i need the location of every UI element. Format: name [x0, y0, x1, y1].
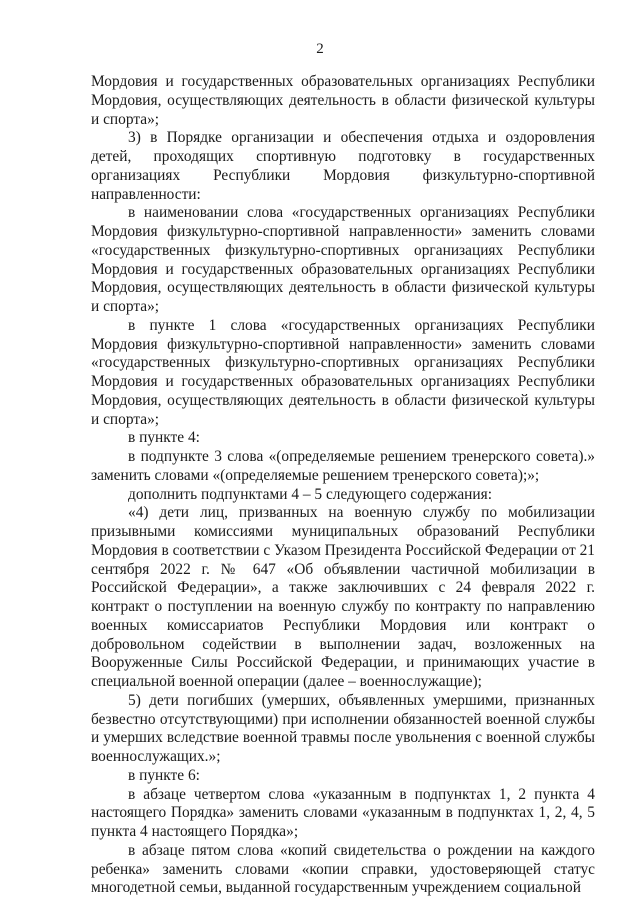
paragraph-subpoint-5: 5) дети погибших (умерших, объявленных умершими, признанных безвестно отсутствующими) при исполнении обязанностей военной службы и умерших вследствие военной травмы после увольнения с военной службы военнослужащих.»;: [91, 691, 595, 765]
paragraph-fourth-abzac: в абзаце четвертом слова «указанным в подпунктах 1, 2 пункта 4 настоящего Порядка» заменить словами «указанным в подпунктах 1, 2, 4, 5 пункта 4 настоящего Порядка»;: [91, 785, 595, 840]
paragraph-subpoint-4: «4) дети лиц, призванных на военную службу по мобилизации призывными комиссиями муниципальных образований Республики Мордовия в соответствии с Указом Президента Российской Федерации от 21 сентября 2022 г. № 647 «Об объявлении частичной мобилизации в Российской Федерации», а также заключивших с 24 февраля 2022 г. контракт о поступлении на военную службу по контракту по направлению военных комиссариатов Республики Мордовия или контракт о добровольном содействии в выполнении задач, возложенных на Вооруженные Силы Российской Федерации, и принимающих участие в специальной военной операции (далее – военнослужащие);: [91, 504, 595, 690]
paragraph-add-subpoints: дополнить подпунктами 4 – 5 следующего содержания:: [128, 485, 493, 503]
paragraph-point-4-heading: в пункте 4:: [128, 429, 200, 447]
paragraph-fifth-abzac: в абзаце пятом слова «копий свидетельства о рождении на каждого ребенка» заменить словами «копии справки, удостоверяющей статус многодетной семьи, выданной государственным учреждением социальной: [91, 841, 595, 897]
page-number: 2: [316, 41, 324, 57]
document-body: [91, 73, 595, 898]
paragraph-subpoint-3-amendment: в подпункте 3 слова «(определяемые решением тренерского совета).» заменить словами «(определяемые решением тренерского совета);»;: [91, 448, 595, 484]
paragraph-title-amendment: в наименовании слова «государственных организациях Республики Мордовия физкультурно-спортивной направленности» заменить словами «государственных физкультурно-спортивных организациях Республики Мордовия и государственных образовательных организациях Республики Мордовия, осуществляющих деятельность в области физической культуры и спорта»;: [91, 204, 595, 315]
paragraph-continuation: Мордовия и государственных образовательных организациях Республики Мордовия, осуществляющих деятельность в области физической культуры и спорта»;: [91, 73, 595, 128]
paragraph-point-6-heading: в пункте 6:: [128, 766, 200, 784]
paragraph-item-3: 3) в Порядке организации и обеспечения отдыха и оздоровления детей, проходящих спортивную подготовку в государственных организациях Республики Мордовия физкультурно-спортивной направленности:: [91, 129, 595, 203]
paragraph-point-1-amendment: в пункте 1 слова «государственных организациях Республики Мордовия физкультурно-спортивной направленности» заменить словами «государственных физкультурно-спортивных организациях Республики Мордовия и государственных образовательных организациях Республики Мордовия, осуществляющих деятельность в области физической культуры и спорта»;: [91, 316, 595, 428]
